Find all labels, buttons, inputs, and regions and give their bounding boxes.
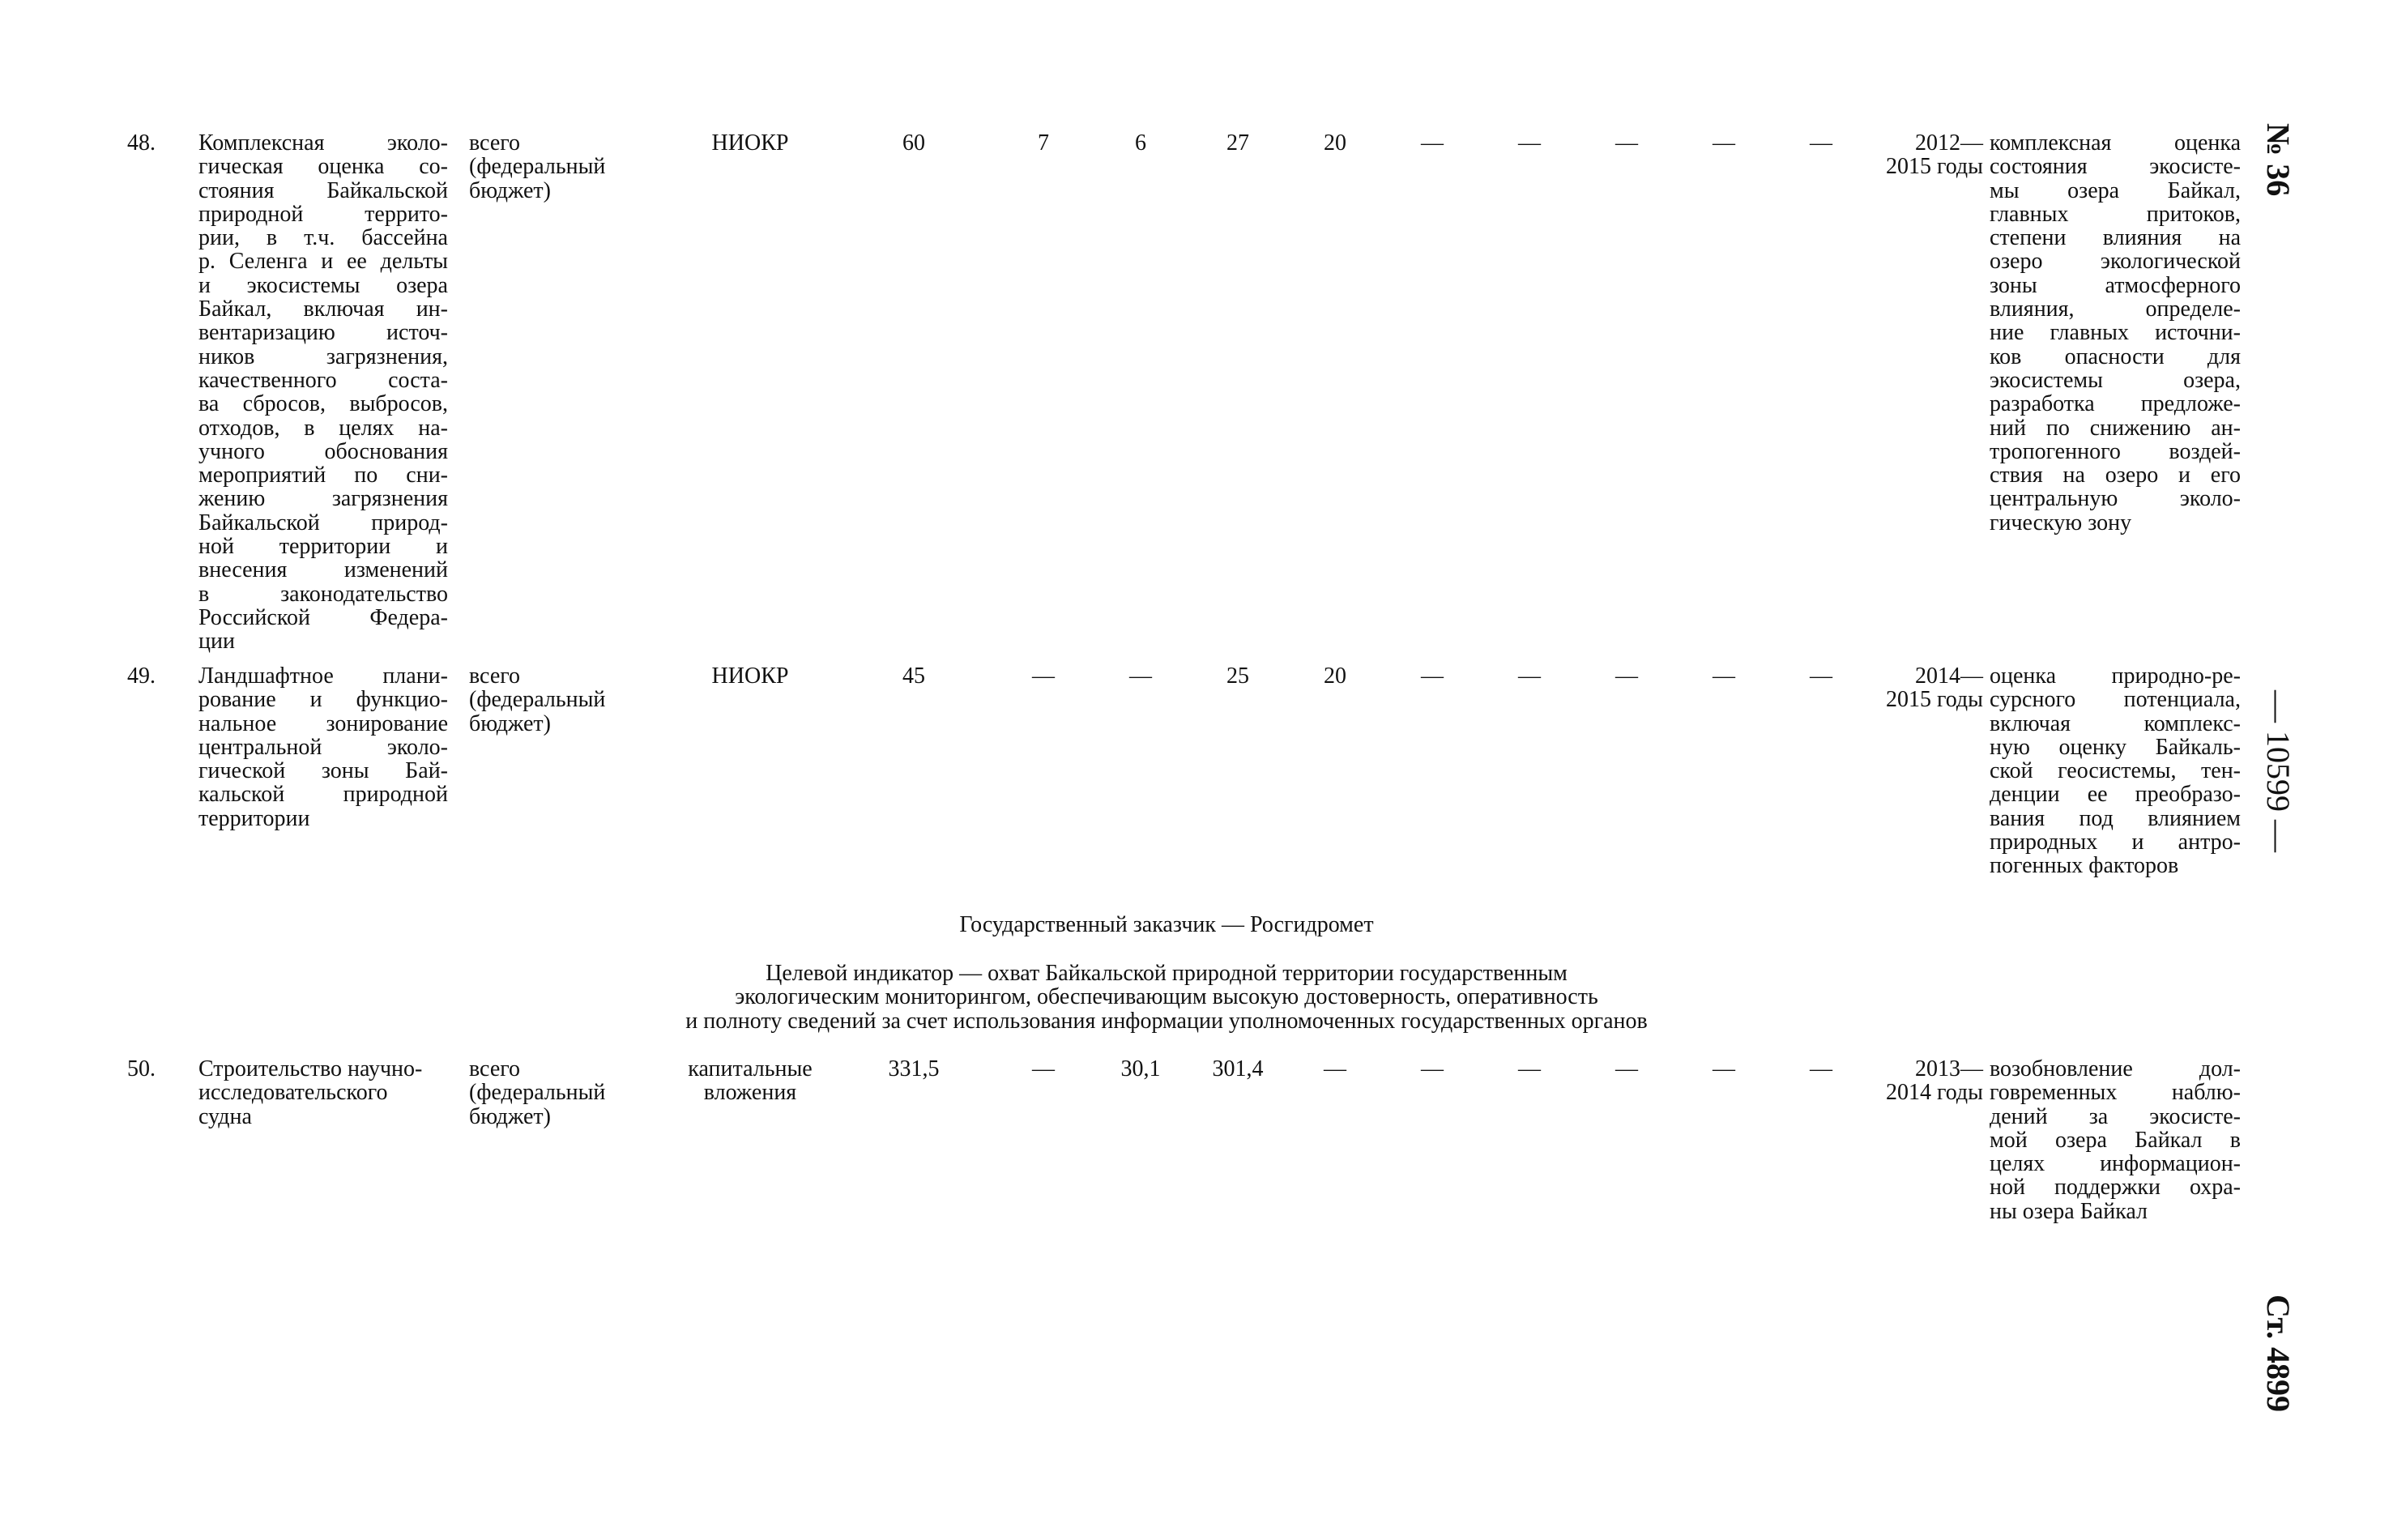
value-cell: — — [1615, 130, 1638, 156]
value-cell: — — [1713, 663, 1735, 689]
text-line: ва сбросов, выбросов, — [198, 391, 448, 417]
text-line: исследовательского — [198, 1080, 388, 1106]
expected-result — [1990, 1057, 2241, 1223]
period — [1836, 664, 1983, 712]
text-line: 2013— — [1915, 1056, 1983, 1081]
value-cell: 301,4 — [1212, 1056, 1264, 1081]
funding-source — [469, 1057, 655, 1128]
text-line: целях информацион- — [1990, 1151, 2241, 1177]
text-line: ние главных источни- — [1990, 320, 2241, 346]
expected-result — [1990, 664, 2241, 878]
text-line: погенных факторов — [1990, 853, 2179, 879]
text-line: ков опасности для — [1990, 343, 2241, 369]
text-line: мой озера Байкал в — [1990, 1127, 2241, 1153]
activity-name — [198, 131, 448, 654]
page-range: — 10599 — — [2260, 690, 2297, 852]
text-line: центральную эколо- — [1990, 486, 2241, 512]
text-line: Строительство научно- — [198, 1056, 423, 1081]
value-cell: — — [1421, 663, 1444, 689]
text-line: вания под влиянием — [1990, 805, 2241, 831]
text-line: бюджет) — [469, 177, 551, 203]
text-line: разработка предложе- — [1990, 391, 2241, 417]
value-cell: — — [1810, 1056, 1832, 1081]
text-line: Байкальской природ- — [198, 510, 448, 535]
text-line: включая комплекс- — [1990, 710, 2241, 736]
text-line: экологическим мониторингом, обеспечивающим высокую достоверность, оперативность — [735, 984, 1598, 1010]
text-line: дений за экосисте- — [1990, 1103, 2241, 1129]
text-line: денции ее преобразо- — [1990, 782, 2241, 808]
value-cell: — — [1713, 130, 1735, 156]
text-line: возобновление дол- — [1990, 1056, 2241, 1081]
text-line: всего — [469, 130, 521, 156]
value-cell: — — [1615, 1056, 1638, 1081]
value-cell: — — [1032, 663, 1055, 689]
text-line: НИОКР — [711, 663, 789, 689]
value-cell: 60 — [902, 130, 925, 156]
value-cell: — — [1518, 663, 1541, 689]
text-line: рии, в т.ч. бассейна — [198, 225, 448, 251]
text-line: ной поддержки охра- — [1990, 1175, 2241, 1201]
text-line: Целевой индикатор — охват Байкальской природной территории государственным — [766, 961, 1568, 986]
funding-source — [469, 131, 655, 203]
text-line: ников загрязнения, — [198, 343, 448, 369]
funding-source — [469, 664, 655, 736]
text-line: р. Селенга и ее дельты — [198, 249, 448, 275]
text-line: НИОКР — [711, 130, 789, 156]
text-line: 2015 годы — [1885, 687, 1983, 713]
value-cell: 7 — [1038, 130, 1049, 156]
text-line: всего — [469, 663, 521, 689]
text-line: учного обоснования — [198, 438, 448, 464]
text-line: судна — [198, 1103, 252, 1129]
text-line: ны озера Байкал — [1990, 1198, 2148, 1224]
text-line: (федеральный — [469, 1080, 606, 1106]
text-line: стояния Байкальской — [198, 177, 448, 203]
row-number: 48. — [127, 130, 156, 156]
text-line: гическую зону — [1990, 510, 2132, 535]
text-line: Байкал, включая ин- — [198, 296, 448, 322]
text-line: озеро экологической — [1990, 249, 2241, 275]
issue-number: № 36 — [2260, 123, 2297, 197]
article-number: Ст. 4899 — [2260, 1295, 2297, 1412]
expected-result — [1990, 131, 2241, 535]
text-line: ции — [198, 629, 235, 655]
text-line: территории — [198, 805, 310, 831]
text-line: ской геосистемы, тен- — [1990, 758, 2241, 784]
text-line: (федеральный — [469, 687, 606, 713]
text-line: бюджет) — [469, 710, 551, 736]
text-line: вложения — [703, 1080, 797, 1106]
text-line: гической зоны Бай- — [198, 758, 448, 784]
text-line: жению загрязнения — [198, 486, 448, 512]
text-line: говременных наблю- — [1990, 1080, 2241, 1106]
state-customer-heading: Государственный заказчик — Росгидромет — [959, 912, 1374, 937]
value-cell: 45 — [902, 663, 925, 689]
text-line: Ландшафтное плани- — [198, 663, 448, 689]
period — [1836, 1057, 1983, 1105]
expense-type — [653, 664, 847, 688]
text-line: мы озера Байкал, — [1990, 177, 2241, 203]
value-cell: — — [1810, 130, 1832, 156]
period — [1836, 131, 1983, 179]
text-line: внесения изменений — [198, 557, 448, 583]
text-line: 2012— — [1915, 130, 1983, 156]
text-line: главных притоков, — [1990, 201, 2241, 227]
text-line: влияния, определе- — [1990, 296, 2241, 322]
text-line: природных и антро- — [1990, 830, 2241, 855]
text-line: зоны атмосферного — [1990, 272, 2241, 298]
text-line: оценка природно-ре- — [1990, 663, 2241, 689]
text-line: и полноту сведений за счет использования информации уполномоченных государственных органов — [685, 1008, 1648, 1034]
value-cell: 6 — [1135, 130, 1146, 156]
text-line: природной террито- — [198, 201, 448, 227]
text-line: комплексная оценка — [1990, 130, 2241, 156]
activity-name — [198, 1057, 448, 1128]
value-cell: — — [1713, 1056, 1735, 1081]
text-line: ствия на озеро и его — [1990, 463, 2241, 488]
value-cell: 331,5 — [888, 1056, 940, 1081]
text-line: (федеральный — [469, 154, 606, 180]
text-line: 2015 годы — [1885, 154, 1983, 180]
value-cell: — — [1032, 1056, 1055, 1081]
text-line: сурсного потенциала, — [1990, 687, 2241, 713]
value-cell: 25 — [1226, 663, 1249, 689]
text-line: вентаризацию источ- — [198, 320, 448, 346]
value-cell: 27 — [1226, 130, 1249, 156]
text-line: нальное зонирование — [198, 710, 448, 736]
value-cell: — — [1615, 663, 1638, 689]
text-line: отходов, в целях на- — [198, 415, 448, 441]
text-line: степени влияния на — [1990, 225, 2241, 251]
text-line: состояния экосисте- — [1990, 154, 2241, 180]
text-line: 2014 годы — [1885, 1080, 1983, 1106]
text-line: рование и функцио- — [198, 687, 448, 713]
value-cell: 20 — [1324, 663, 1346, 689]
value-cell: — — [1518, 1056, 1541, 1081]
text-line: тропогенного воздей- — [1990, 438, 2241, 464]
text-line: качественного соста- — [198, 367, 448, 393]
text-line: 2014— — [1915, 663, 1983, 689]
text-line: бюджет) — [469, 1103, 551, 1129]
expense-type — [653, 131, 847, 155]
value-cell: — — [1421, 130, 1444, 156]
text-line: центральной эколо- — [198, 734, 448, 760]
text-line: в законодательство — [198, 581, 448, 607]
value-cell: — — [1324, 1056, 1346, 1081]
target-indicator — [486, 962, 1847, 1033]
text-line: кальской природной — [198, 782, 448, 808]
text-line: ную оценку Байкаль- — [1990, 734, 2241, 760]
text-line: Российской Федера- — [198, 604, 448, 630]
text-line: экосистемы озера, — [1990, 367, 2241, 393]
text-line: всего — [469, 1056, 521, 1081]
value-cell: 20 — [1324, 130, 1346, 156]
text-line: Комплексная эколо- — [198, 130, 448, 156]
text-line: ний по снижению ан- — [1990, 415, 2241, 441]
value-cell: — — [1518, 130, 1541, 156]
text-line: и экосистемы озера — [198, 272, 448, 298]
activity-name — [198, 664, 448, 830]
text-line: мероприятий по сни- — [198, 463, 448, 488]
value-cell: — — [1421, 1056, 1444, 1081]
text-line: капитальные — [688, 1056, 813, 1081]
value-cell: — — [1129, 663, 1152, 689]
row-number: 49. — [127, 663, 156, 689]
text-line: гическая оценка со- — [198, 154, 448, 180]
row-number: 50. — [127, 1056, 156, 1081]
expense-type — [653, 1057, 847, 1105]
value-cell: 30,1 — [1120, 1056, 1161, 1081]
text-line: ной территории и — [198, 534, 448, 560]
value-cell: — — [1810, 663, 1832, 689]
